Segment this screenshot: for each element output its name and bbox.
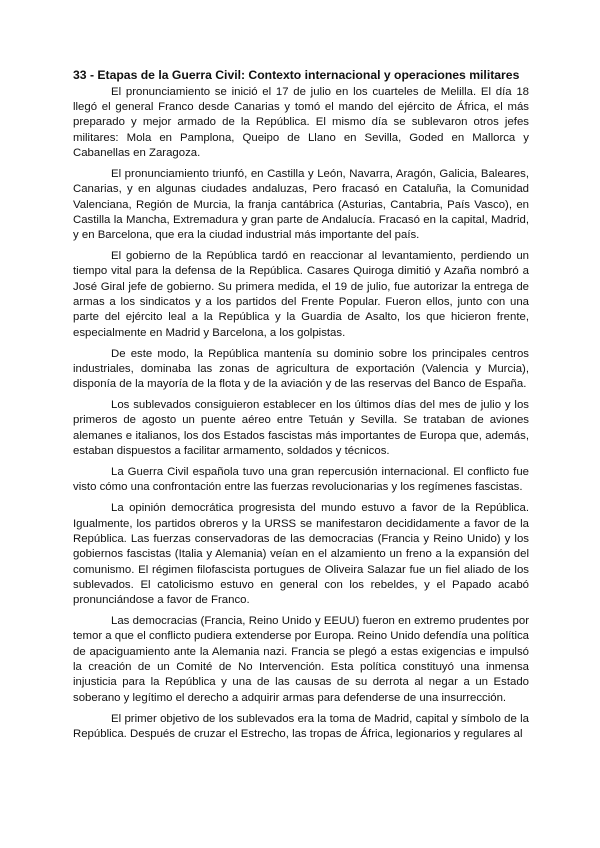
document-title: 33 - Etapas de la Guerra Civil: Contexto internacional y operaciones militares <box>73 68 520 82</box>
document-body <box>73 68 529 748</box>
paragraph-5: Los sublevados consiguieron establecer en los últimos días del mes de julio y los primeros de agosto un puente aéreo entre Tetuán y Sevilla. Se trataban de aviones alemanes e italianos, los dos Estados fascistas más importantes de Europa que, además, estaban dispuestos a facilitar armamento, soldados y técnicos. <box>73 399 529 458</box>
paragraph-1: El pronunciamiento se inició el 17 de julio en los cuarteles de Melilla. El día 18 llegó el general Franco desde Canarias y tomó el mando del ejército de África, el más preparado y mejor armado de la República. El mismo día se sublevaron otros jefes militares: Mola en Pamplona, Queipo de Llano en Sevilla, Goded en Mallorca y Cabanellas en Zaragoza. <box>73 85 529 159</box>
paragraph-6: La Guerra Civil española tuvo una gran repercusión internacional. El conflicto fue visto cómo una confrontación entre las fuerzas revolucionarias y los regímenes fascistas. <box>73 466 529 494</box>
paragraph-7: La opinión democrática progresista del mundo estuvo a favor de la República. Igualmente, los partidos obreros y la URSS se manifestaron decididamente a favor de la República. Las fuerzas conservadoras de las democracias (Francia y Reino Unido) y los gobiernos fascistas (Italia y Alemania) veían en el alzamiento un freno a la expansión del comunismo. El régimen filofascista portugues de Oliveira Salazar fue un fiel aliado de los sublevados. El catolicismo estuvo en general con los rebeldes, y el Papado acabó pronunciándose a favor de Franco. <box>73 502 529 607</box>
paragraph-8: Las democracias (Francia, Reino Unido y EEUU) fueron en extremo prudentes por temor a que el conflicto pudiera extenderse por Europa. Reino Unido defendía una política de apaciguamiento ante la Alemania nazi. Francia se plegó a estas exigencias e impulsó la creación de un Comité de No Intervención. Esta política constituyó una inmensa injusticia para la República y una de las causas de su derrota al negar a un Estado soberano y legítimo el derecho a adquirir armas para defenderse de una insurrección. <box>73 615 529 704</box>
paragraph-2: El pronunciamiento triunfó, en Castilla y León, Navarra, Aragón, Galicia, Baleares, Canarias, y en algunas ciudades andaluzas, Pero fracasó en Cataluña, la Comunidad Valenciana, Región de Murcia, la franja cantábrica (Asturias, Cantabria, País Vasco), en Castilla la Mancha, Extremadura y gran parte de Andalucía. Fracasó en la capital, Madrid, y en Barcelona, que era la ciudad industrial más importante del país. <box>73 167 529 242</box>
paragraph-4: De este modo, la República mantenía su dominio sobre los principales centros industriales, dominaba las zonas de agricultura de exportación (Valencia y Murcia), disponía de la mayoría de la flota y de la aviación y de las reservas del Banco de España. <box>73 347 529 391</box>
paragraph-9: El primer objetivo de los sublevados era la toma de Madrid, capital y símbolo de la República. Después de cruzar el Estrecho, las tropas de África, legionarios y regulares al <box>73 712 529 740</box>
paragraph-3: El gobierno de la República tardó en reaccionar al levantamiento, perdiendo un tiempo vital para la defensa de la República. Casares Quiroga dimitió y Azaña nombró a José Giral jefe de gobierno. Su primera medida, el 19 de julio, fue autorizar la entrega de armas a los sindicatos y a los partidos del Frente Popular. Fueron ellos, junto con una parte del ejército leal a la República y la Guardia de Asalto, los que hicieron frente, especialmente en Madrid y Barcelona, a los golpistas. <box>73 250 529 339</box>
